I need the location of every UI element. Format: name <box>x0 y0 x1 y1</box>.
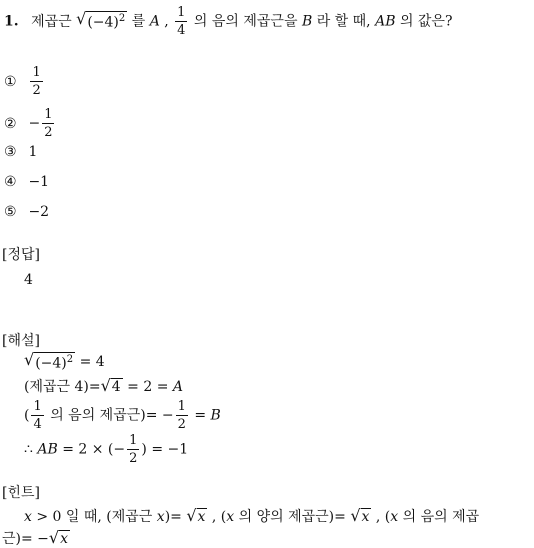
explanation-label: [해설] <box>2 333 40 349</box>
option-4-text: −1 <box>28 174 50 190</box>
explanation-line-4: ∴ AB = 2 × (− $\frac{1}{2}$ ) = −1 <box>24 433 189 466</box>
question-text-5: 의 값은? <box>399 13 453 30</box>
hint-line-2: 근)= − √ x <box>2 528 69 548</box>
option-3[interactable] <box>4 144 37 160</box>
var-a: A <box>149 13 160 30</box>
question-number: 1. <box>4 13 19 30</box>
option-2-fraction: $\frac{1}{2}$ <box>44 107 53 140</box>
option-4-mark: ④ <box>4 174 17 190</box>
explanation-line-3: ( $\frac{1}{4}$ 의 음의 제곱근)= − $\frac{1}{2}$ = B <box>24 399 221 432</box>
explanation-line-1: √ $(-4)^2$ = 4 <box>24 350 105 372</box>
option-5-mark: ⑤ <box>4 204 17 220</box>
answer-value: 4 <box>24 272 33 288</box>
question-line: 1. 제곱근 √ $(-4)^2$ 를 A , $\frac{1}{4}$ 의 음의 제곱근을 B 라 할 때, AB 의 값은? <box>4 5 453 38</box>
option-3-mark: ③ <box>4 144 17 160</box>
question-text-1: 제곱근 <box>31 13 72 30</box>
answer-label: [정답] <box>2 247 40 263</box>
option-5-text: −2 <box>28 204 50 220</box>
hint-label: [힌트] <box>2 485 40 501</box>
question-text-3: 의 음의 제곱근을 <box>193 13 298 30</box>
question-text-4: 라 할 때, <box>316 13 371 30</box>
hint-line-1: x > 0 일 때, (제곱근 x)= √ x , (x 의 양의 제곱근)= √ x , (x 의 음의 제곱 <box>24 506 480 526</box>
var-ab: AB <box>375 13 396 30</box>
option-1-mark: ① <box>4 73 17 90</box>
sqrt-expression: √ $(-4)^2$ <box>76 9 126 32</box>
option-4[interactable] <box>4 174 49 190</box>
option-3-text: 1 <box>28 144 38 160</box>
fraction-one-quarter: $\frac{1}{4}$ <box>177 5 186 38</box>
option-1-fraction: $\frac{1}{2}$ <box>32 65 41 98</box>
question-text-2: 를 <box>131 13 146 30</box>
var-b: B <box>301 13 313 30</box>
explanation-line-2: (제곱근 4)= √ 4 = 2 = A <box>24 376 184 396</box>
option-2-prefix: − <box>28 115 41 132</box>
option-5[interactable] <box>4 204 49 220</box>
option-2-mark: ② <box>4 115 17 132</box>
option-1[interactable] <box>4 66 45 97</box>
option-2[interactable] <box>4 108 56 139</box>
